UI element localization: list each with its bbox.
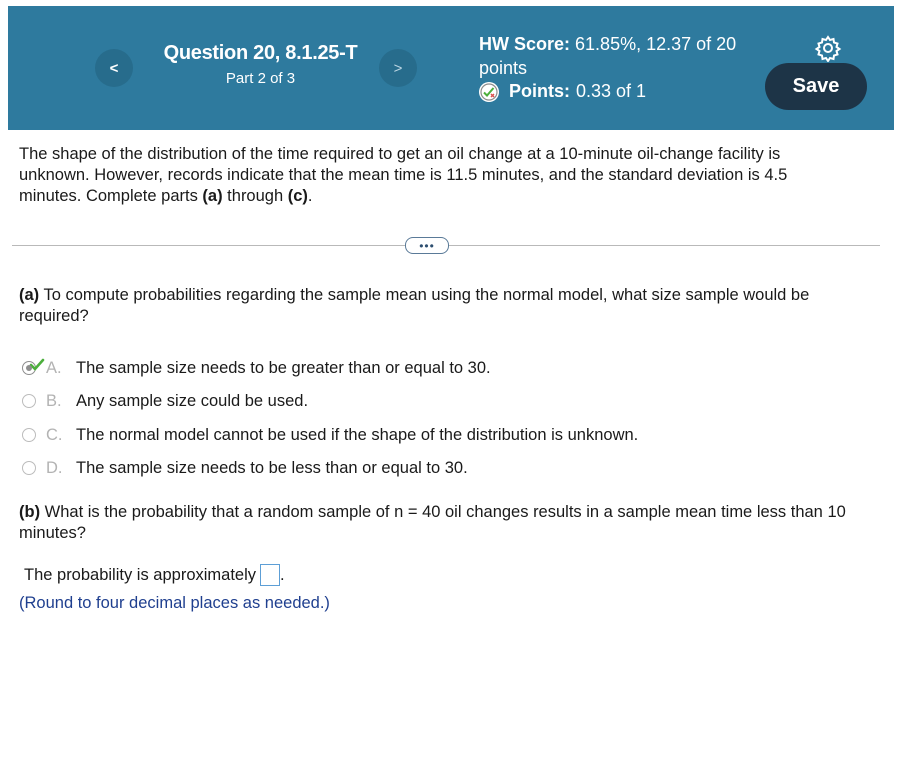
- answer-suffix: .: [280, 565, 285, 584]
- question-part: Part 2 of 3: [225, 70, 296, 87]
- radio-option-d[interactable]: [22, 461, 36, 475]
- hw-score: [479, 32, 749, 80]
- option-a[interactable]: [22, 356, 491, 380]
- part-a-question: [19, 285, 869, 327]
- ellipsis-icon: •••: [419, 238, 435, 253]
- option-b-letter: B.: [46, 391, 62, 410]
- radio-option-b[interactable]: [22, 394, 36, 408]
- part-a-label: (a): [19, 286, 40, 304]
- part-b-question: [19, 502, 879, 544]
- points-display: [479, 81, 646, 102]
- points-value: 0.33 of 1: [576, 81, 647, 101]
- chevron-left-icon: <: [109, 59, 119, 77]
- chevron-right-icon: >: [393, 59, 403, 77]
- check-icon: [29, 358, 45, 372]
- part-a-ref: (a): [202, 187, 223, 205]
- option-b-text: Any sample size could be used.: [76, 391, 309, 410]
- hw-score-label: HW Score:: [479, 34, 571, 54]
- gear-icon[interactable]: [814, 34, 842, 62]
- hw-score-value: 61.85%, 12.37 of 20 points: [479, 34, 737, 78]
- points-label: Points:: [509, 81, 570, 101]
- radio-option-a[interactable]: [22, 361, 36, 375]
- option-b[interactable]: [22, 389, 308, 413]
- save-button[interactable]: Save: [765, 63, 867, 110]
- partial-credit-icon: [479, 82, 499, 102]
- rounding-hint: (Round to four decimal places as needed.): [19, 594, 330, 612]
- question-header: [8, 6, 894, 130]
- problem-statement: [19, 144, 849, 207]
- answer-prefix: The probability is approximately: [24, 565, 257, 584]
- answer-input[interactable]: [260, 564, 280, 586]
- option-a-letter: A.: [46, 358, 62, 377]
- option-d-text: The sample size needs to be less than or equal to 30.: [76, 458, 468, 477]
- question-title: Question 20, 8.1.25-T: [163, 42, 358, 64]
- option-c-letter: C.: [46, 425, 63, 444]
- option-a-text: The sample size needs to be greater than or equal to 30.: [76, 358, 491, 377]
- option-d[interactable]: [22, 456, 468, 480]
- part-c-ref: (c): [287, 187, 308, 205]
- option-d-letter: D.: [46, 458, 63, 477]
- problem-text: The shape of the distribution of the time required to get an oil change at a 10-minute oil-change facility is unknown. However, records indicate that the mean time is 11.5 minutes, and the standard deviation is 4.5 minutes. Complete parts: [19, 145, 788, 205]
- problem-text-end: .: [307, 187, 313, 205]
- option-c[interactable]: [22, 423, 638, 447]
- expand-more-button[interactable]: [405, 237, 449, 254]
- problem-text-mid: through: [222, 187, 288, 205]
- part-b-label: (b): [19, 503, 41, 521]
- option-c-text: The normal model cannot be used if the shape of the distribution is unknown.: [76, 425, 639, 444]
- radio-option-c[interactable]: [22, 428, 36, 442]
- answer-line: [24, 564, 285, 586]
- part-a-text: To compute probabilities regarding the sample mean using the normal model, what size sample would be required?: [19, 286, 810, 325]
- part-b-text: What is the probability that a random sample of n = 40 oil changes results in a sample mean time less than 10 minutes?: [19, 503, 846, 542]
- next-question-button[interactable]: [379, 49, 417, 87]
- previous-question-button[interactable]: [95, 49, 133, 87]
